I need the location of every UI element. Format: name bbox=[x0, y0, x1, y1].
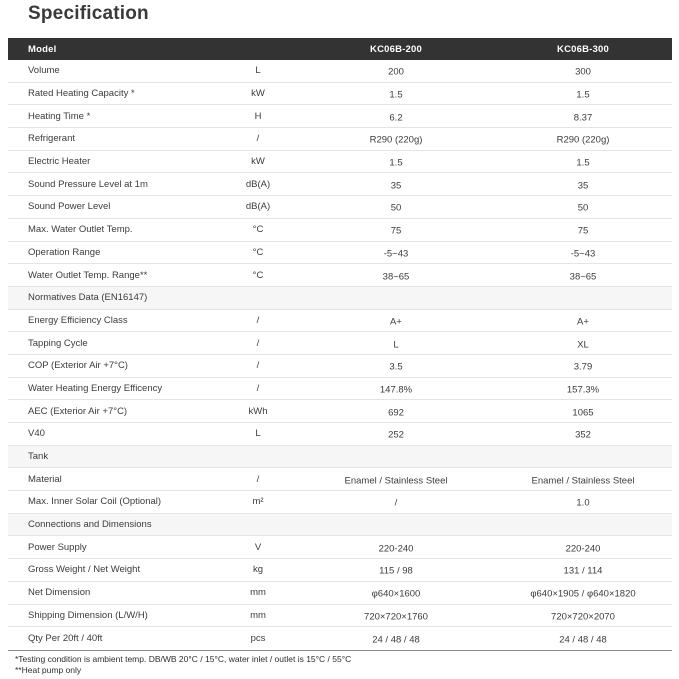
table-header-row bbox=[8, 38, 672, 60]
value-kc06b-300: 8.37 bbox=[573, 112, 593, 124]
param-name: Net Dimension bbox=[28, 587, 91, 599]
param-name: Heating Time * bbox=[28, 110, 91, 122]
table-row bbox=[8, 196, 672, 219]
header-col-kc06b-200: KC06B-200 bbox=[370, 43, 422, 55]
value-kc06b-300: 38~65 bbox=[569, 271, 597, 283]
param-name: AEC (Exterior Air +7°C) bbox=[28, 405, 128, 417]
value-kc06b-300: 220-240 bbox=[565, 543, 601, 555]
param-unit: H bbox=[254, 110, 262, 122]
table-row bbox=[8, 491, 672, 514]
value-kc06b-200: -5~43 bbox=[383, 248, 409, 260]
param-name: Sound Pressure Level at 1m bbox=[28, 178, 148, 190]
table-row bbox=[8, 400, 672, 423]
param-unit: °C bbox=[252, 224, 264, 236]
table-row bbox=[8, 582, 672, 605]
value-kc06b-300: Enamel / Stainless Steel bbox=[531, 475, 635, 487]
param-name: V40 bbox=[28, 428, 45, 440]
param-name: Sound Power Level bbox=[28, 201, 111, 213]
section-row bbox=[8, 287, 672, 310]
spec-table-body bbox=[8, 60, 672, 650]
table-row bbox=[8, 219, 672, 242]
value-kc06b-300: 1.0 bbox=[576, 497, 590, 509]
table-row bbox=[8, 468, 672, 491]
value-kc06b-200: / bbox=[394, 497, 398, 509]
param-unit: kW bbox=[251, 88, 265, 100]
param-unit: pcs bbox=[250, 633, 266, 645]
value-kc06b-300: A+ bbox=[577, 316, 589, 328]
value-kc06b-300: 720×720×2070 bbox=[551, 611, 615, 623]
section-row bbox=[8, 446, 672, 469]
page-title: Specification bbox=[28, 3, 149, 24]
param-unit: °C bbox=[252, 269, 264, 281]
param-unit: dB(A) bbox=[245, 201, 271, 213]
param-unit: L bbox=[255, 65, 261, 77]
param-name: Qty Per 20ft / 40ft bbox=[28, 633, 103, 645]
table-row bbox=[8, 264, 672, 287]
param-name: Refrigerant bbox=[28, 133, 75, 145]
param-name: Operation Range bbox=[28, 246, 101, 258]
value-kc06b-300: 35 bbox=[577, 180, 589, 192]
value-kc06b-200: 220-240 bbox=[378, 543, 414, 555]
value-kc06b-200: 720×720×1760 bbox=[364, 611, 428, 623]
value-kc06b-200: Enamel / Stainless Steel bbox=[344, 475, 448, 487]
value-kc06b-200: 24 / 48 / 48 bbox=[372, 634, 420, 646]
spec-table bbox=[8, 38, 672, 651]
param-unit: V bbox=[254, 541, 262, 553]
param-unit: mm bbox=[250, 609, 266, 621]
param-unit: / bbox=[256, 382, 260, 394]
value-kc06b-300: 3.79 bbox=[573, 361, 593, 373]
value-kc06b-200: 35 bbox=[390, 180, 402, 192]
table-row bbox=[8, 559, 672, 582]
value-kc06b-200: 6.2 bbox=[389, 112, 403, 124]
value-kc06b-200: 200 bbox=[388, 66, 404, 78]
table-row bbox=[8, 627, 672, 650]
value-kc06b-300: 352 bbox=[575, 429, 591, 441]
value-kc06b-300: 300 bbox=[575, 66, 591, 78]
footnote-testing-condition: *Testing condition is ambient temp. DB/WB 20°C / 15°C, water inlet / outlet is 15°C / 55°C bbox=[15, 654, 352, 664]
table-row bbox=[8, 128, 672, 151]
param-unit: °C bbox=[252, 246, 264, 258]
table-row bbox=[8, 355, 672, 378]
param-name: Energy Efficiency Class bbox=[28, 314, 128, 326]
table-row bbox=[8, 173, 672, 196]
param-name: Material bbox=[28, 473, 62, 485]
header-model-label: Model bbox=[28, 43, 57, 55]
param-name: Rated Heating Capacity * bbox=[28, 88, 135, 100]
table-row bbox=[8, 536, 672, 559]
value-kc06b-200: R290 (220g) bbox=[369, 134, 423, 146]
table-row bbox=[8, 310, 672, 333]
param-name: Shipping Dimension (L/W/H) bbox=[28, 609, 148, 621]
param-name: Tapping Cycle bbox=[28, 337, 88, 349]
value-kc06b-200: 38~65 bbox=[382, 271, 410, 283]
value-kc06b-200: 115 / 98 bbox=[379, 565, 413, 577]
table-row bbox=[8, 423, 672, 446]
value-kc06b-300: 50 bbox=[577, 202, 589, 214]
value-kc06b-200: 50 bbox=[390, 202, 402, 214]
param-unit: kg bbox=[252, 564, 264, 576]
value-kc06b-300: R290 (220g) bbox=[556, 134, 610, 146]
value-kc06b-300: 1.5 bbox=[576, 89, 590, 101]
section-title: Tank bbox=[28, 451, 49, 463]
value-kc06b-200: 692 bbox=[388, 407, 404, 419]
value-kc06b-200: 3.5 bbox=[389, 361, 403, 373]
value-kc06b-300: -5~43 bbox=[570, 248, 596, 260]
param-unit: / bbox=[256, 337, 260, 349]
value-kc06b-200: φ640×1600 bbox=[371, 588, 421, 600]
param-name: COP (Exterior Air +7°C) bbox=[28, 360, 128, 372]
value-kc06b-300: 24 / 48 / 48 bbox=[559, 634, 607, 646]
value-kc06b-300: XL bbox=[577, 339, 589, 351]
value-kc06b-300: 157.3% bbox=[566, 384, 600, 396]
footnote-heat-pump-only: **Heat pump only bbox=[15, 664, 82, 675]
value-kc06b-200: 147.8% bbox=[379, 384, 413, 396]
param-name: Power Supply bbox=[28, 541, 87, 553]
param-unit: kWh bbox=[248, 405, 268, 417]
param-unit: / bbox=[256, 314, 260, 326]
value-kc06b-300: φ640×1905 / φ640×1820 bbox=[530, 588, 636, 600]
value-kc06b-200: L bbox=[393, 339, 399, 351]
value-kc06b-200: A+ bbox=[390, 316, 402, 328]
param-name: Electric Heater bbox=[28, 156, 91, 168]
section-title: Connections and Dimensions bbox=[28, 519, 152, 531]
param-unit: / bbox=[256, 473, 260, 485]
param-unit: dB(A) bbox=[245, 178, 271, 190]
param-name: Max. Water Outlet Temp. bbox=[28, 224, 133, 236]
param-name: Volume bbox=[28, 65, 60, 77]
param-unit: mm bbox=[250, 587, 266, 599]
section-title: Normatives Data (EN16147) bbox=[28, 292, 148, 304]
header-col-kc06b-300: KC06B-300 bbox=[557, 43, 609, 55]
param-name: Water Outlet Temp. Range** bbox=[28, 269, 148, 281]
param-unit: / bbox=[256, 360, 260, 372]
table-row bbox=[8, 378, 672, 401]
table-row bbox=[8, 83, 672, 106]
table-row bbox=[8, 605, 672, 628]
value-kc06b-300: 1.5 bbox=[576, 157, 590, 169]
param-unit: / bbox=[256, 133, 260, 145]
value-kc06b-300: 1065 bbox=[572, 407, 594, 419]
value-kc06b-200: 1.5 bbox=[389, 89, 403, 101]
param-unit: m² bbox=[252, 496, 264, 508]
param-name: Water Heating Energy Efficency bbox=[28, 382, 163, 394]
value-kc06b-200: 252 bbox=[388, 429, 404, 441]
param-unit: L bbox=[255, 428, 261, 440]
param-unit: kW bbox=[251, 156, 265, 168]
value-kc06b-200: 1.5 bbox=[389, 157, 403, 169]
table-row bbox=[8, 105, 672, 128]
value-kc06b-200: 75 bbox=[390, 225, 402, 237]
param-name: Gross Weight / Net Weight bbox=[28, 564, 141, 576]
section-row bbox=[8, 514, 672, 537]
table-row bbox=[8, 332, 672, 355]
param-name: Max. Inner Solar Coil (Optional) bbox=[28, 496, 162, 508]
value-kc06b-300: 75 bbox=[577, 225, 589, 237]
value-kc06b-300: 131 / 114 bbox=[563, 565, 603, 577]
table-row bbox=[8, 242, 672, 265]
table-row bbox=[8, 60, 672, 83]
footnotes bbox=[15, 654, 351, 675]
table-row bbox=[8, 151, 672, 174]
